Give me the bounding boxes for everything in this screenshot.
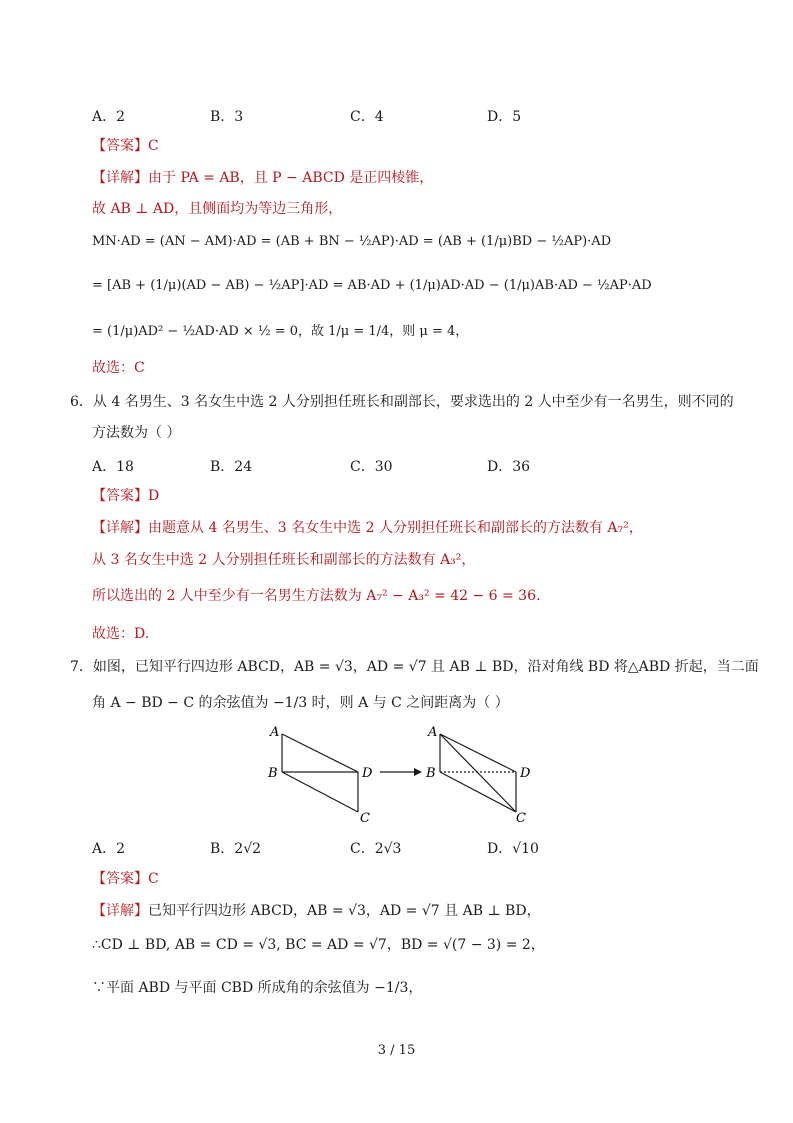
label-c-right: C: [516, 811, 526, 826]
q5-detail-line1: 由于 PA = AB，且 P − ABCD 是正四棱锥，: [148, 170, 434, 186]
q6-detail-line3: 所以选出的 2 人中至少有一名男生方法数为 A₇² − A₃² = 42 − 6 = 36.: [92, 588, 541, 604]
q5-option-c: C．4: [350, 109, 384, 125]
q6-option-a: A．18: [92, 459, 134, 475]
q5-conclusion: 故选：C: [92, 360, 145, 376]
q5-equation-2: = [AB + (1/μ)(AD − AB) − ½AP]·AD = AB·AD + (1/μ)AD·AD − (1/μ)AB·AD − ½AP·AD: [92, 278, 652, 293]
q7-detail-line3: ∵平面 ABD 与平面 CBD 所成角的余弦值为 −1/3，: [92, 980, 423, 996]
figure-left-parallelogram: [282, 734, 358, 812]
label-a-right: A: [428, 725, 438, 740]
q7-option-c: C．2√3: [350, 841, 402, 857]
q5-answer: 【答案】C: [92, 138, 159, 154]
label-d-right: D: [520, 766, 531, 781]
edge-b-c-left: [282, 772, 358, 812]
edge-a-d-right: [440, 734, 516, 772]
q5-detail-tag: 【详解】: [92, 170, 148, 186]
q6-option-d: D．36: [487, 459, 531, 475]
folding-parallelogram-figure: [262, 722, 544, 830]
page-number: 3 / 15: [377, 1043, 416, 1058]
q6-detail-line1-wrap: [92, 518, 643, 538]
q5-option-d: D．5: [487, 109, 522, 125]
q7-stem-line1: 7．如图，已知平行四边形 ABCD，AB = √3，AD = √7 且 AB ⊥ BD，沿对角线 BD 将△ABD 折起，当二面: [70, 659, 759, 675]
q5-detail-line2: 故 AB ⊥ AD，且侧面均为等边三角形，: [92, 201, 343, 217]
edge-a-d-left: [282, 734, 358, 772]
q6-detail-line2: 从 3 名女生中选 2 人分别担任班长和副部长的方法数有 A₃²，: [92, 552, 476, 568]
q5-equation-3: = (1/μ)AD² − ½AD·AD × ½ = 0，故 1/μ = 1/4，则 μ = 4，: [92, 324, 469, 339]
q5-equation-1: MN·AD = (AN − AM)·AD = (AB + BN − ½AP)·AD = (AB + (1/μ)BD − ½AP)·AD: [92, 234, 612, 249]
label-b-left: B: [268, 766, 278, 781]
figure-right-folded: [440, 734, 516, 812]
q7-detail-line2: ∴CD ⊥ BD, AB = CD = √3, BC = AD = √7，BD = √(7 − 3) = 2，: [92, 937, 545, 953]
q7-stem-line2: 角 A − BD − C 的余弦值为 −1/3 时，则 A 与 C 之间距离为（ ）: [92, 695, 509, 711]
q6-stem-line2: 方法数为（ ）: [92, 425, 181, 441]
q7-option-a: A．2: [92, 841, 126, 857]
edge-a-c-right: [440, 734, 516, 812]
edge-b-c-right: [440, 772, 516, 812]
q7-option-b: B．2√2: [210, 841, 262, 857]
q6-stem-line1: 6．从 4 名男生、3 名女生中选 2 人分别担任班长和副部长，要求选出的 2 人中至少有一名男生，则不同的: [70, 394, 734, 410]
q7-option-d: D．√10: [487, 841, 539, 857]
q5-detail-line1-wrap: [92, 168, 433, 188]
q6-detail-line1: 由题意从 4 名男生、3 名女生中选 2 人分别担任班长和副部长的方法数有 A₇²，: [148, 520, 643, 536]
arrow-icon: [380, 768, 422, 776]
label-c-left: C: [360, 811, 370, 826]
label-a-left: A: [270, 725, 280, 740]
q6-conclusion: 故选：D.: [92, 626, 150, 642]
label-d-left: D: [362, 766, 373, 781]
label-b-right: B: [426, 766, 436, 781]
q7-detail-line1: 已知平行四边形 ABCD，AB = √3，AD = √7 且 AB ⊥ BD，: [148, 903, 541, 919]
q6-option-b: B．24: [210, 459, 253, 475]
q7-answer: 【答案】C: [92, 871, 159, 887]
q7-detail-line1-wrap: [92, 901, 541, 921]
q6-answer: 【答案】D: [92, 488, 160, 504]
q5-option-a: A．2: [92, 109, 126, 125]
q7-detail-tag: 【详解】: [92, 903, 148, 919]
q6-detail-tag: 【详解】: [92, 520, 148, 536]
q5-option-b: B．3: [210, 109, 244, 125]
q6-option-c: C．30: [350, 459, 393, 475]
